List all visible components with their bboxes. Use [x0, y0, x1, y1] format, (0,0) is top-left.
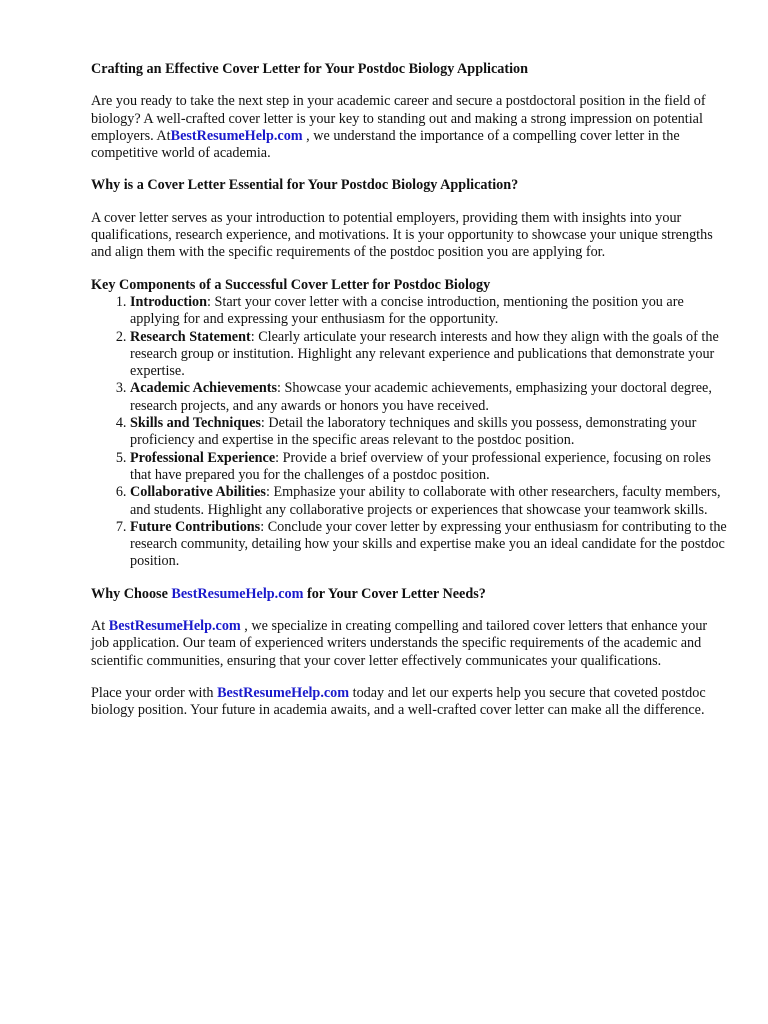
components-list [91, 294, 728, 571]
list-item [130, 484, 728, 519]
list-item-desc: : Start your cover letter with a concise introduction, mentioning the position you are applying for and expressing your enthusiasm for the opportunity. [130, 293, 684, 328]
components-heading: Key Components of a Successful Cover Letter for Postdoc Biology [91, 276, 491, 293]
list-item-term: Professional Experience [130, 449, 276, 466]
list-item-desc: : Showcase your academic achievements, emphasizing your doctoral degree, research projects, and any awards or honors you have received. [130, 380, 712, 414]
choose-text-before: At [91, 618, 109, 635]
choose-text-after: , we specialize in creating compelling and tailored cover letters that enhance your job application. Our team of experienced writers understands the specific requirements of the academic and scientific communities, ensuring that your cover letter effectively communicates your qualifications. [91, 618, 708, 669]
intro-text-before: Are you ready to take the next step in your academic career and secure a postdoctoral position in the field of biology? A well-crafted cover letter is your key to standing out and making a strong impression on potential employers. At [91, 93, 706, 144]
list-item-desc: : Provide a brief overview of your professional experience, focusing on roles that have prepared you for the challenges of a postdoc position. [130, 449, 711, 483]
intro-paragraph [91, 93, 728, 162]
list-item-desc: : Emphasize your ability to collaborate with other researchers, faculty members, and students. Highlight any collaborative projects or experiences that showcase your teamwork skills. [130, 484, 721, 518]
intro-text-after: , we understand the importance of a compelling cover letter in the competitive world of academia. [91, 127, 680, 162]
page-title: Crafting an Effective Cover Letter for Your Postdoc Biology Application [91, 61, 529, 77]
list-item-term: Collaborative Abilities [130, 484, 266, 501]
choose-heading-before: Why Choose [91, 585, 172, 602]
choose-heading-after: for Your Cover Letter Needs? [303, 585, 486, 602]
list-item [130, 519, 728, 571]
list-item-term: Skills and Techniques [130, 415, 261, 432]
why-paragraph: A cover letter serves as your introduction to potential employers, providing them with insights into your qualifications, research experience, and motivations. It is your opportunity to showcase your unique strengths and align them with the specific requirements of the postdoc position you are applying for. [91, 209, 713, 261]
order-site-link[interactable]: BestResumeHelp.com [217, 684, 350, 701]
list-item-desc: : Clearly articulate your research interests and how they align with the goals of the research group or institution. Highlight any relevant experience and publications that demonstrate your expertise. [130, 328, 719, 380]
choose-heading-site-link[interactable]: BestResumeHelp.com [171, 585, 304, 602]
list-item [130, 415, 728, 450]
order-paragraph [91, 685, 728, 720]
why-heading: Why is a Cover Letter Essential for Your Postdoc Biology Application? [91, 177, 519, 194]
choose-paragraph [91, 618, 728, 670]
list-item [130, 380, 728, 415]
list-item [130, 450, 728, 485]
list-item-term: Future Contributions [130, 518, 261, 535]
order-text-after: today and let our experts help you secure that coveted postdoc biology position. Your future in academia awaits, and a well-crafted cover letter can make all the difference. [91, 684, 706, 719]
order-text-before: Place your order with [91, 684, 218, 701]
choose-heading [91, 586, 728, 603]
list-item-desc: : Conclude your cover letter by expressing your enthusiasm for contributing to the research community, detailing how your skills and expertise make you an ideal candidate for the postdoc position. [130, 518, 727, 570]
list-item-term: Research Statement [130, 328, 251, 345]
list-item [130, 294, 728, 329]
list-item [130, 329, 728, 381]
list-item-term: Introduction [130, 293, 207, 310]
intro-site-link[interactable]: BestResumeHelp.com [170, 127, 303, 144]
choose-site-link[interactable]: BestResumeHelp.com [108, 618, 241, 635]
list-item-desc: : Detail the laboratory techniques and skills you possess, demonstrating your proficiency and expertise in the specific areas relevant to the postdoc position. [130, 415, 697, 449]
list-item-term: Academic Achievements [130, 380, 277, 397]
